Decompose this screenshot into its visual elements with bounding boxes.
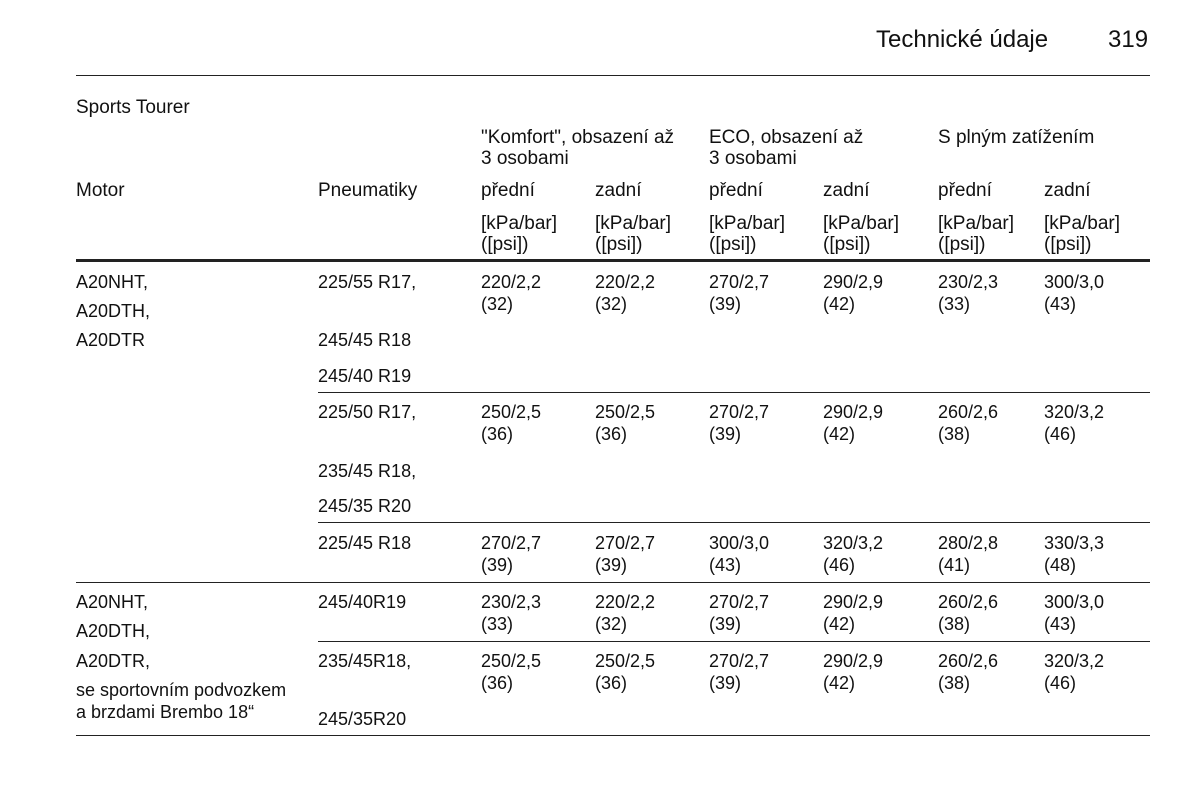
- tyre-size: 245/35R20: [318, 709, 407, 729]
- pressure-value: 280/2,8 (41): [938, 533, 999, 575]
- row-divider: [318, 641, 1150, 642]
- pressure-value: 330/3,3 (48): [1044, 533, 1105, 575]
- pressure-value: 250/2,5 (36): [481, 651, 542, 693]
- tyre-size: 235/45R18,: [318, 651, 412, 671]
- table-header-rule: [76, 259, 1150, 262]
- row-divider: [318, 392, 1150, 393]
- header-rule: [76, 75, 1150, 76]
- column-header-front: přední: [709, 180, 763, 201]
- unit-label: [kPa/bar] ([psi]): [709, 213, 786, 255]
- tyre-size: 245/45 R18: [318, 330, 412, 350]
- column-header-tyres: Pneumatiky: [318, 180, 418, 201]
- group-header-eco: ECO, obsazení až 3 osobami: [709, 127, 864, 169]
- pressure-value: 250/2,5 (36): [595, 402, 656, 444]
- tyre-size: 245/35 R20: [318, 496, 412, 516]
- pressure-value: 260/2,6 (38): [938, 402, 999, 444]
- engine-label: A20DTR: [76, 330, 146, 350]
- pressure-value: 290/2,9 (42): [823, 402, 884, 444]
- tyre-size: 245/40 R19: [318, 366, 412, 386]
- unit-label: [kPa/bar] ([psi]): [938, 213, 1015, 255]
- pressure-value: 230/2,3 (33): [481, 592, 542, 634]
- pressure-value: 320/3,2 (46): [823, 533, 884, 575]
- unit-label: [kPa/bar] ([psi]): [823, 213, 900, 255]
- pressure-value: 220/2,2 (32): [595, 272, 656, 314]
- pressure-value: 300/3,0 (43): [1044, 592, 1105, 634]
- table-caption: Sports Tourer: [76, 97, 190, 118]
- page-section-title: Technické údaje: [876, 26, 1049, 53]
- tyre-size: 225/50 R17,: [318, 402, 417, 422]
- pressure-value: 260/2,6 (38): [938, 651, 999, 693]
- pressure-value: 270/2,7 (39): [709, 592, 770, 634]
- pressure-value: 220/2,2 (32): [481, 272, 542, 314]
- pressure-value: 300/3,0 (43): [709, 533, 770, 575]
- column-header-front: přední: [481, 180, 535, 201]
- column-header-rear: zadní: [823, 180, 870, 201]
- group-header-komfort: "Komfort", obsazení až 3 osobami: [481, 127, 675, 169]
- engine-note: se sportovním podvozkem a brzdami Brembo 18“: [76, 680, 287, 722]
- pressure-value: 270/2,7 (39): [709, 272, 770, 314]
- engine-label: A20DTH,: [76, 621, 151, 641]
- pressure-value: 260/2,6 (38): [938, 592, 999, 634]
- column-header-rear: zadní: [595, 180, 642, 201]
- pressure-value: 270/2,7 (39): [481, 533, 542, 575]
- pressure-value: 250/2,5 (36): [595, 651, 656, 693]
- pressure-value: 300/3,0 (43): [1044, 272, 1105, 314]
- pressure-value: 270/2,7 (39): [709, 651, 770, 693]
- engine-label: A20NHT,: [76, 592, 149, 612]
- engine-label: A20NHT,: [76, 272, 149, 292]
- column-header-rear: zadní: [1044, 180, 1091, 201]
- engine-label: A20DTR,: [76, 651, 151, 671]
- tyre-size: 245/40R19: [318, 592, 407, 612]
- group-header-full-load: S plným zatížením: [938, 127, 1095, 148]
- pressure-value: 250/2,5 (36): [481, 402, 542, 444]
- column-header-front: přední: [938, 180, 992, 201]
- unit-label: [kPa/bar] ([psi]): [481, 213, 558, 255]
- pressure-value: 270/2,7 (39): [709, 402, 770, 444]
- pressure-value: 290/2,9 (42): [823, 651, 884, 693]
- row-divider: [318, 522, 1150, 523]
- tyre-size: 225/45 R18: [318, 533, 412, 553]
- pressure-value: 320/3,2 (46): [1044, 651, 1105, 693]
- pressure-value: 320/3,2 (46): [1044, 402, 1105, 444]
- pressure-value: 220/2,2 (32): [595, 592, 656, 634]
- pressure-value: 290/2,9 (42): [823, 592, 884, 634]
- engine-label: A20DTH,: [76, 301, 151, 321]
- page-number: 319: [1108, 26, 1149, 53]
- pressure-value: 290/2,9 (42): [823, 272, 884, 314]
- group-divider: [76, 582, 1150, 583]
- unit-label: [kPa/bar] ([psi]): [595, 213, 672, 255]
- pressure-value: 230/2,3 (33): [938, 272, 999, 314]
- tyre-size: 225/55 R17,: [318, 272, 417, 292]
- unit-label: [kPa/bar] ([psi]): [1044, 213, 1121, 255]
- tyre-size: 235/45 R18,: [318, 461, 417, 481]
- table-bottom-rule: [76, 735, 1150, 736]
- column-header-motor: Motor: [76, 180, 125, 201]
- pressure-value: 270/2,7 (39): [595, 533, 656, 575]
